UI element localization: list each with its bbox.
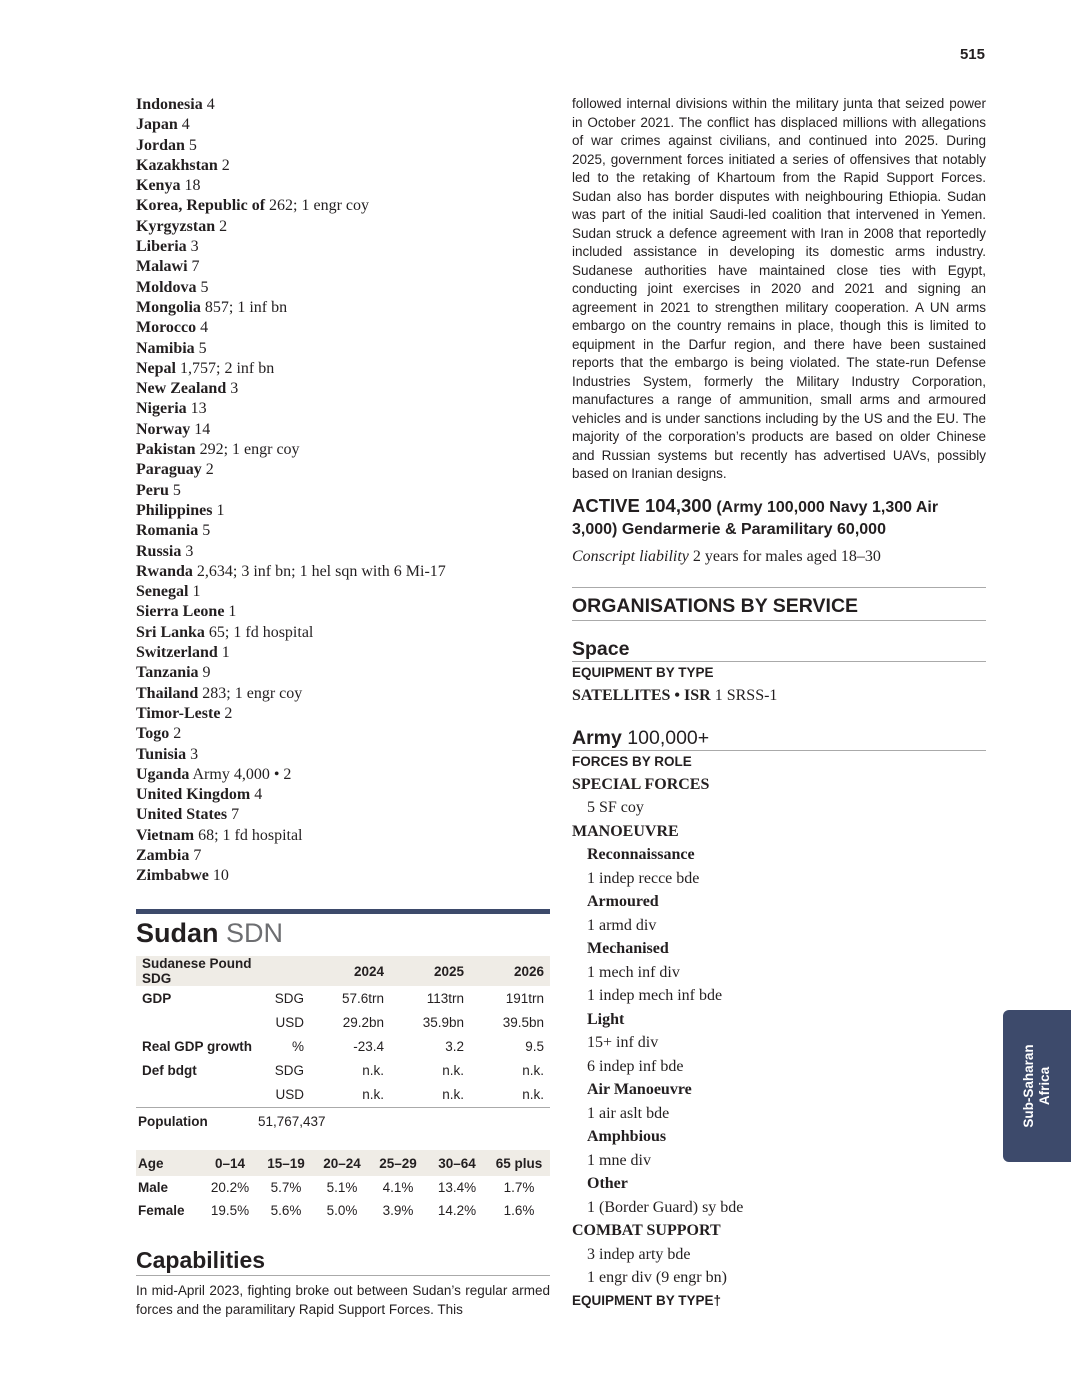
econ-unit: SDG: [274, 1062, 304, 1078]
econ-header-cell: 2024: [310, 956, 390, 986]
country-entry-name: Jordan: [136, 136, 185, 154]
country-entry-detail: 10: [212, 867, 229, 885]
country-code: SDN: [226, 918, 284, 948]
econ-unit: %: [291, 1038, 304, 1054]
country-entry-name: Kyrgyzstan: [136, 217, 216, 235]
country-entry: [136, 176, 550, 196]
country-entry-name: Romania: [136, 522, 199, 540]
country-entry: [136, 481, 550, 501]
unit-item: 1 (Border Guard) sy bde: [587, 1198, 744, 1216]
country-entry-name: Sri Lanka: [136, 623, 205, 641]
country-entry: [136, 440, 550, 460]
econ-value: 3.2: [445, 1038, 464, 1054]
econ-header-cell: 2026: [470, 956, 550, 986]
amphibious-heading: Amphbious: [587, 1128, 667, 1145]
econ-value: n.k.: [362, 1062, 384, 1078]
age-header-cell: 0–14: [202, 1150, 258, 1176]
econ-label: [136, 1082, 264, 1106]
country-entry-name: Vietnam: [136, 826, 195, 844]
country-entry: [136, 826, 550, 846]
econ-value: 113trn: [426, 990, 464, 1006]
country-entry-detail: 5: [188, 136, 197, 154]
country-entry-name: Philippines: [136, 501, 213, 519]
country-entry-name: Sierra Leone: [136, 603, 225, 621]
isr-value: 1 SRSS-1: [714, 686, 778, 704]
country-entry: [136, 318, 550, 338]
econ-label: Real GDP growth: [142, 1038, 253, 1054]
country-entry-name: Senegal: [136, 583, 189, 601]
country-entry-name: Tunisia: [136, 745, 187, 763]
unit-item: 6 indep inf bde: [587, 1057, 684, 1075]
country-entry-name: Rwanda: [136, 562, 193, 580]
country-entry-detail: 857; 1 inf bn: [204, 298, 288, 316]
unit-item: 5 SF coy: [587, 799, 644, 816]
population-value: 51,767,437: [258, 1114, 326, 1129]
country-entry-detail: 1: [216, 501, 225, 519]
econ-value: n.k.: [362, 1086, 384, 1102]
econ-value: n.k.: [522, 1086, 544, 1102]
country-list: [136, 95, 550, 887]
country-entry: [136, 278, 550, 298]
country-entry: [136, 217, 550, 237]
right-column: [572, 95, 986, 1312]
army-strength: 100,000+: [627, 726, 710, 749]
age-header-cell: 20–24: [314, 1150, 370, 1176]
unit-item: 1 engr div (9 engr bn): [587, 1269, 727, 1286]
age-value: 5.0%: [326, 1203, 358, 1218]
side-tab-label: [1021, 1044, 1053, 1127]
country-entry-name: Malawi: [136, 258, 188, 276]
country-entry: [136, 745, 550, 765]
section-rule: [136, 909, 550, 914]
recon-heading: Reconnaissance: [587, 846, 695, 863]
unit-item: 1 mne div: [587, 1151, 651, 1169]
country-entry-name: Uganda: [136, 765, 190, 783]
country-entry: [136, 136, 550, 156]
active-strength: [572, 495, 986, 541]
country-entry: [136, 602, 550, 622]
section-side-tab: [1003, 1010, 1071, 1162]
econ-row: [136, 1082, 550, 1106]
unit-item: 1 armd div: [587, 916, 657, 934]
mechanised-heading: Mechanised: [587, 940, 669, 957]
country-entry-name: New Zealand: [136, 380, 227, 398]
age-table: [136, 1150, 550, 1222]
country-entry-detail: 2: [205, 461, 214, 479]
country-entry-detail: 2: [221, 156, 230, 174]
age-value: 19.5%: [210, 1203, 250, 1218]
light-heading: Light: [587, 1010, 625, 1028]
country-entry: [136, 704, 550, 724]
country-entry-name: Namibia: [136, 339, 195, 357]
country-entry: [136, 156, 550, 176]
age-value: 5.7%: [270, 1180, 302, 1195]
country-entry-name: Kazakhstan: [136, 156, 218, 174]
age-row: [136, 1176, 550, 1199]
country-entry-name: Zambia: [136, 846, 190, 864]
country-entry-detail: 283; 1 engr coy: [202, 684, 303, 702]
econ-value: 9.5: [525, 1038, 544, 1054]
econ-value: 191trn: [505, 990, 544, 1006]
country-entry: [136, 663, 550, 683]
country-entry-detail: 1: [192, 583, 201, 601]
econ-unit: USD: [275, 1086, 304, 1102]
conscript-value: 2 years for males aged 18–30: [692, 547, 881, 565]
country-entry-detail: 7: [191, 258, 200, 276]
econ-unit: SDG: [274, 990, 304, 1006]
country-entry-detail: 1,757; 2 inf bn: [180, 359, 275, 377]
age-value: 5.6%: [270, 1203, 302, 1218]
country-entry-name: United States: [136, 806, 228, 824]
country-entry: [136, 805, 550, 825]
country-entry: [136, 684, 550, 704]
country-entry-detail: 4: [181, 116, 190, 134]
capabilities-text: followed internal divisions within the military junta that seized power in October 2021. The conflict has displaced millions with allegations of war crimes against civilians, and continued into 2025. During 2025, government forces initiated a series of offensives that notably led to the retaking of Khartoum from the Rapid Support Forces. Sudan also has border disputes with neighbouring Ethiopia. Sudan was part of the initial Saudi-led coalition that intervened in Yemen. Sudan struck a defence agreement with Iran in 2008 that reportedly included assistance in developing its domestic arms industry. Sudanese authorities have maintained close ties with Egypt, conducting joint exercises in 2020 and 2021 and signing an agreement in 2021 to strengthen military cooperation. A UN arms embargo on the country remains in place, though this is limited to equipment in the Darfur region, and there have been sustained reports that the embargo is being violated. The state-run Defense Industries System, formerly the Military Industry Corporation, manufactures a range of ammunition, small arms and armoured vehicles and is under sanctions including by the US and the EU. The majority of the corporation’s products are based on older Chinese and Russian systems but recently has advertised UAVs, possibly based on Iranian designs.: [572, 96, 986, 481]
country-entry-detail: 5: [200, 278, 209, 296]
country-entry: [136, 866, 550, 886]
econ-value: 35.9bn: [422, 1014, 464, 1030]
country-entry: [136, 257, 550, 277]
army-heading: [572, 726, 986, 751]
satellites-label: SATELLITES •: [572, 686, 681, 704]
country-entry: [136, 196, 550, 216]
country-entry-detail: 2,634; 3 inf bn; 1 hel sqn with 6 Mi-17: [196, 562, 446, 580]
capabilities-heading: Capabilities: [136, 1245, 550, 1276]
country-entry-name: Morocco: [136, 319, 197, 337]
country-entry: [136, 420, 550, 440]
unit-item: 15+ inf div: [587, 1034, 659, 1051]
space-heading: [572, 637, 986, 662]
org-heading: ORGANISATIONS BY SERVICE: [572, 587, 986, 621]
country-entry-detail: 2: [173, 725, 182, 743]
country-entry-detail: 3: [185, 542, 194, 560]
age-header-cell: 30–64: [426, 1150, 488, 1176]
econ-value: n.k.: [522, 1062, 544, 1078]
country-entry-detail: 5: [198, 339, 207, 357]
country-entry: [136, 542, 550, 562]
country-entry-name: Switzerland: [136, 644, 218, 662]
other-heading: Other: [587, 1175, 628, 1192]
country-entry: [136, 95, 550, 115]
age-value: 3.9%: [382, 1203, 414, 1218]
active-detail: (Army 100,000 Navy 1,300 Air 3,000) Gendarmerie & Paramilitary 60,000: [572, 498, 939, 538]
country-entry-name: Peru: [136, 481, 169, 499]
age-value: 20.2%: [210, 1180, 250, 1195]
army-title: Army: [572, 726, 622, 749]
country-entry-name: Norway: [136, 420, 191, 438]
air-manoeuvre-heading: Air Manoeuvre: [587, 1081, 692, 1098]
country-entry: [136, 399, 550, 419]
country-entry: [136, 379, 550, 399]
country-entry-detail: 2: [219, 217, 228, 235]
unit-item: 1 air aslt bde: [587, 1104, 670, 1122]
econ-row: [136, 986, 550, 1010]
country-entry-detail: 14: [194, 420, 211, 438]
side-tab-line: Africa: [1037, 1066, 1052, 1106]
age-header-cell: 65 plus: [488, 1150, 550, 1176]
side-tab-line: Sub-Saharan: [1021, 1044, 1036, 1128]
country-entry-name: Zimbabwe: [136, 867, 209, 885]
country-entry-name: Moldova: [136, 278, 197, 296]
age-row: [136, 1199, 550, 1222]
country-entry-name: Timor-Leste: [136, 704, 221, 722]
population-row: [136, 1107, 550, 1136]
econ-header-row: [136, 956, 550, 986]
age-value: 13.4%: [437, 1180, 477, 1195]
country-name: Sudan: [136, 918, 219, 948]
unit-item: 1 indep mech inf bde: [587, 987, 723, 1004]
country-entry: [136, 359, 550, 379]
country-entry: [136, 643, 550, 663]
country-entry-name: Liberia: [136, 238, 187, 256]
country-title: [136, 915, 283, 951]
econ-row: [136, 1058, 550, 1082]
econ-label: Def bdgt: [142, 1062, 197, 1078]
country-entry-name: Japan: [136, 116, 178, 134]
econ-header-cell: [264, 956, 310, 986]
country-entry-detail: 3: [190, 745, 199, 763]
age-value: 1.7%: [503, 1180, 535, 1195]
econ-header-cell: Sudanese Pound SDG: [136, 956, 264, 986]
country-entry: [136, 521, 550, 541]
conscript-liability: [572, 547, 986, 567]
conscript-label: Conscript liability: [572, 547, 689, 565]
age-value: 4.1%: [382, 1180, 414, 1195]
country-entry: [136, 623, 550, 643]
population-label: Population: [138, 1114, 208, 1129]
econ-value: n.k.: [442, 1062, 464, 1078]
country-entry: [136, 298, 550, 318]
active-label: ACTIVE 104,300: [572, 494, 712, 516]
econ-value: 39.5bn: [502, 1014, 544, 1030]
country-entry-detail: 262; 1 engr coy: [269, 197, 370, 215]
country-entry: [136, 115, 550, 135]
econ-value: 29.2bn: [342, 1014, 384, 1030]
econ-unit: USD: [275, 1014, 304, 1030]
country-entry-name: Russia: [136, 542, 182, 560]
equipment-by-type-heading: EQUIPMENT BY TYPE†: [572, 1292, 722, 1308]
capabilities-intro: In mid-April 2023, fighting broke out between Sudan’s regular armed forces and the paramilitary Rapid Support Forces. This: [136, 1283, 550, 1317]
isr-label: ISR: [684, 686, 711, 704]
country-entry-detail: 7: [231, 806, 240, 824]
age-header-cell: 25–29: [370, 1150, 426, 1176]
econ-row: [136, 1034, 550, 1058]
space-equipment-heading: EQUIPMENT BY TYPE: [572, 664, 714, 680]
country-entry-name: Nigeria: [136, 400, 187, 418]
armoured-heading: Armoured: [587, 893, 659, 910]
country-entry-detail: 18: [184, 177, 201, 195]
country-entry-name: Indonesia: [136, 96, 203, 113]
special-forces-heading: SPECIAL FORCES: [572, 775, 710, 793]
econ-label: [136, 1010, 264, 1034]
page-number: 515: [959, 46, 985, 63]
age-value: 14.2%: [437, 1203, 477, 1218]
country-entry: [136, 237, 550, 257]
age-label: Female: [138, 1203, 185, 1218]
country-entry-detail: 3: [230, 380, 239, 398]
country-entry-detail: 3: [190, 238, 199, 256]
country-entry-name: Thailand: [136, 684, 199, 702]
age-label: Male: [138, 1180, 169, 1195]
country-entry-detail: 4: [200, 319, 209, 337]
econ-value: 57.6trn: [341, 990, 384, 1006]
satellites-line: [572, 684, 986, 708]
country-entry-detail: 65; 1 fd hospital: [208, 623, 314, 641]
country-entry-name: Kenya: [136, 177, 181, 195]
country-entry-name: Paraguay: [136, 461, 202, 479]
unit-item: 1 indep recce bde: [587, 869, 700, 887]
age-header-cell: 15–19: [258, 1150, 314, 1176]
econ-value: -23.4: [353, 1038, 384, 1054]
country-entry: [136, 846, 550, 866]
country-entry-detail: Army 4,000 • 2: [192, 765, 292, 783]
country-entry-detail: 1: [228, 603, 237, 621]
country-entry: [136, 339, 550, 359]
country-entry: [136, 501, 550, 521]
country-entry-detail: 4: [206, 96, 215, 113]
econ-header-cell: 2025: [390, 956, 470, 986]
age-value: 1.6%: [503, 1203, 535, 1218]
country-entry-name: Mongolia: [136, 298, 201, 316]
age-header-cell: Age: [136, 1150, 202, 1176]
country-entry-detail: 292; 1 engr coy: [199, 441, 300, 459]
country-entry: [136, 582, 550, 602]
manoeuvre-heading: MANOEUVRE: [572, 822, 679, 840]
country-entry-name: Korea, Republic of: [136, 197, 266, 215]
unit-item: 1 mech inf div: [587, 963, 680, 981]
country-entry: [136, 724, 550, 744]
country-entry-detail: 13: [190, 400, 207, 418]
unit-item: 3 indep arty bde: [587, 1245, 691, 1263]
age-value: 5.1%: [326, 1180, 358, 1195]
country-entry-detail: 68; 1 fd hospital: [198, 826, 303, 844]
country-entry-name: United Kingdom: [136, 786, 251, 804]
country-entry-detail: 9: [202, 664, 211, 682]
country-entry-detail: 7: [193, 846, 202, 864]
country-entry-name: Tanzania: [136, 664, 199, 682]
country-entry: [136, 765, 550, 785]
country-entry-detail: 4: [254, 786, 263, 804]
econ-value: n.k.: [442, 1086, 464, 1102]
econ-row: [136, 1010, 550, 1034]
space-title: Space: [572, 637, 630, 660]
country-entry: [136, 785, 550, 805]
combat-support-heading: COMBAT SUPPORT: [572, 1222, 721, 1239]
country-entry-name: Togo: [136, 725, 170, 743]
country-entry: [136, 460, 550, 480]
country-entry-detail: 1: [221, 644, 230, 662]
age-header-row: [136, 1150, 550, 1176]
econ-label: GDP: [142, 990, 172, 1006]
country-entry-name: Nepal: [136, 359, 176, 377]
economic-table: [136, 956, 550, 1106]
country-entry-detail: 5: [172, 481, 181, 499]
country-entry: [136, 562, 550, 582]
country-entry-detail: 2: [224, 704, 233, 722]
country-entry-detail: 5: [202, 522, 211, 540]
country-entry-name: Pakistan: [136, 441, 196, 459]
forces-by-role-heading: FORCES BY ROLE: [572, 753, 692, 769]
